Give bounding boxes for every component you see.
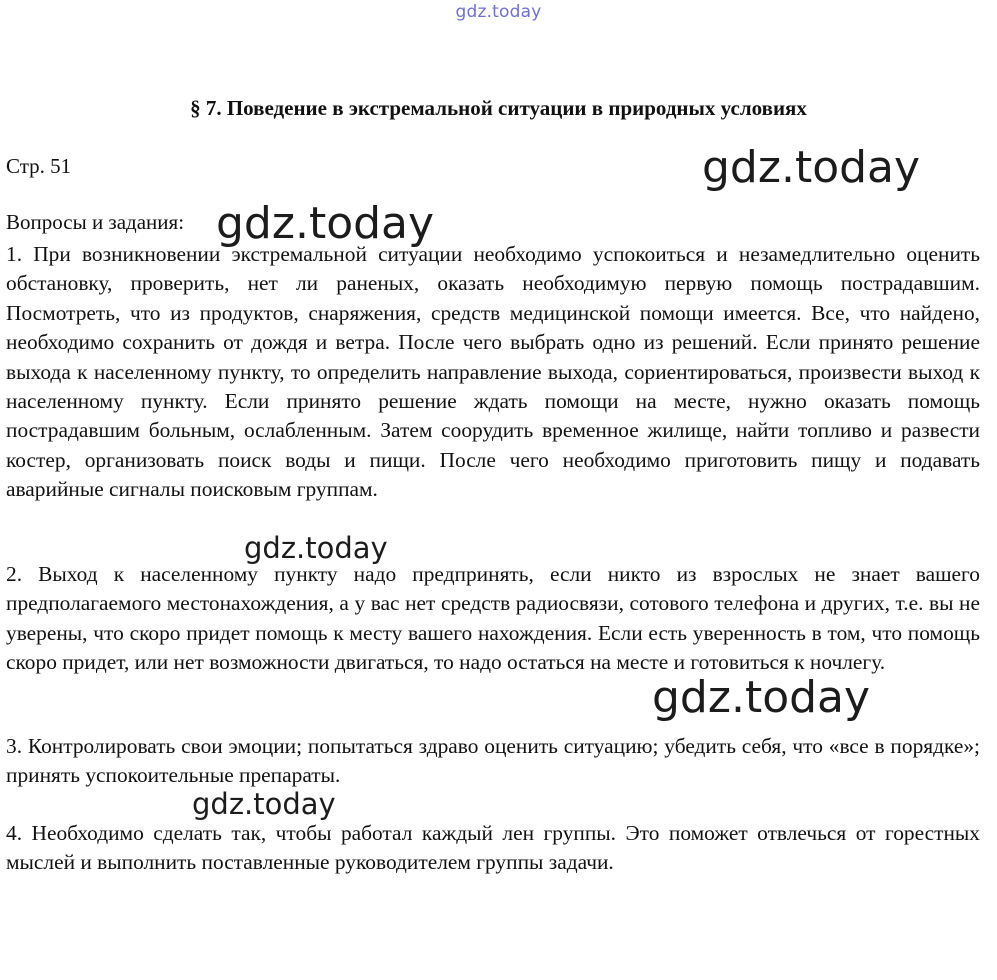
answer-4: 4. Необходимо сделать так, чтобы работал каждый лен группы. Это поможет отвлечься от горестных мыслей и выполнить поставленные руководителем группы задачи.	[6, 821, 980, 875]
watermark: gdz.today	[652, 672, 871, 723]
watermark: gdz.today	[216, 198, 435, 249]
answer-3: 3. Контролировать свои эмоции; попытаться здраво оценить ситуацию; убедить себя, что «все в порядке»; принять успокоительные препараты.	[6, 734, 980, 788]
answer-1: 1. При возникновении экстремальной ситуации необходимо успокоиться и незамедлительно оценить обстановку, проверить, нет ли раненых, оказать необходимую первую помощь пострадавшим. Посмотреть, что из продуктов, снаряжения, средств медицинской помощи имеется. Все, что найдено, необходимо сохранить от дождя и ветра. После чего выбрать одно из решений. Если принято решение выхода к населенному пункту, то определить направление выхода, сориентироваться, произвести выход к населенному пункту. Если принято решение ждать помощи на месте, нужно оказать помощь пострадавшим больным, ослабленным. Затем соорудить временное жилище, найти топливо и развести костер, организовать поиск воды и пищи. После чего необходимо приготовить пищу и подавать аварийные сигналы поисковым группам.	[6, 242, 980, 502]
page-reference: Стр. 51	[6, 154, 72, 178]
watermark: gdz.today	[702, 142, 921, 193]
watermark: gdz.today	[192, 787, 336, 821]
top-watermark: gdz.today	[455, 2, 542, 22]
watermark: gdz.today	[244, 531, 388, 565]
section-title: § 7. Поведение в экстремальной ситуации в природных условиях	[190, 96, 807, 120]
answer-2: 2. Выход к населенному пункту надо предпринять, если никто из взрослых не знает вашего предполагаемого местонахождения, а у вас нет средств радиосвязи, сотового телефона и других, т.е. вы не уверены, что скоро придет помощь к месту вашего нахождения. Если есть уверенность в том, что помощь скоро придет, или нет возможности двигаться, то надо остаться на месте и готовиться к ночлегу.	[6, 562, 980, 675]
questions-heading: Вопросы и задания:	[6, 210, 185, 234]
